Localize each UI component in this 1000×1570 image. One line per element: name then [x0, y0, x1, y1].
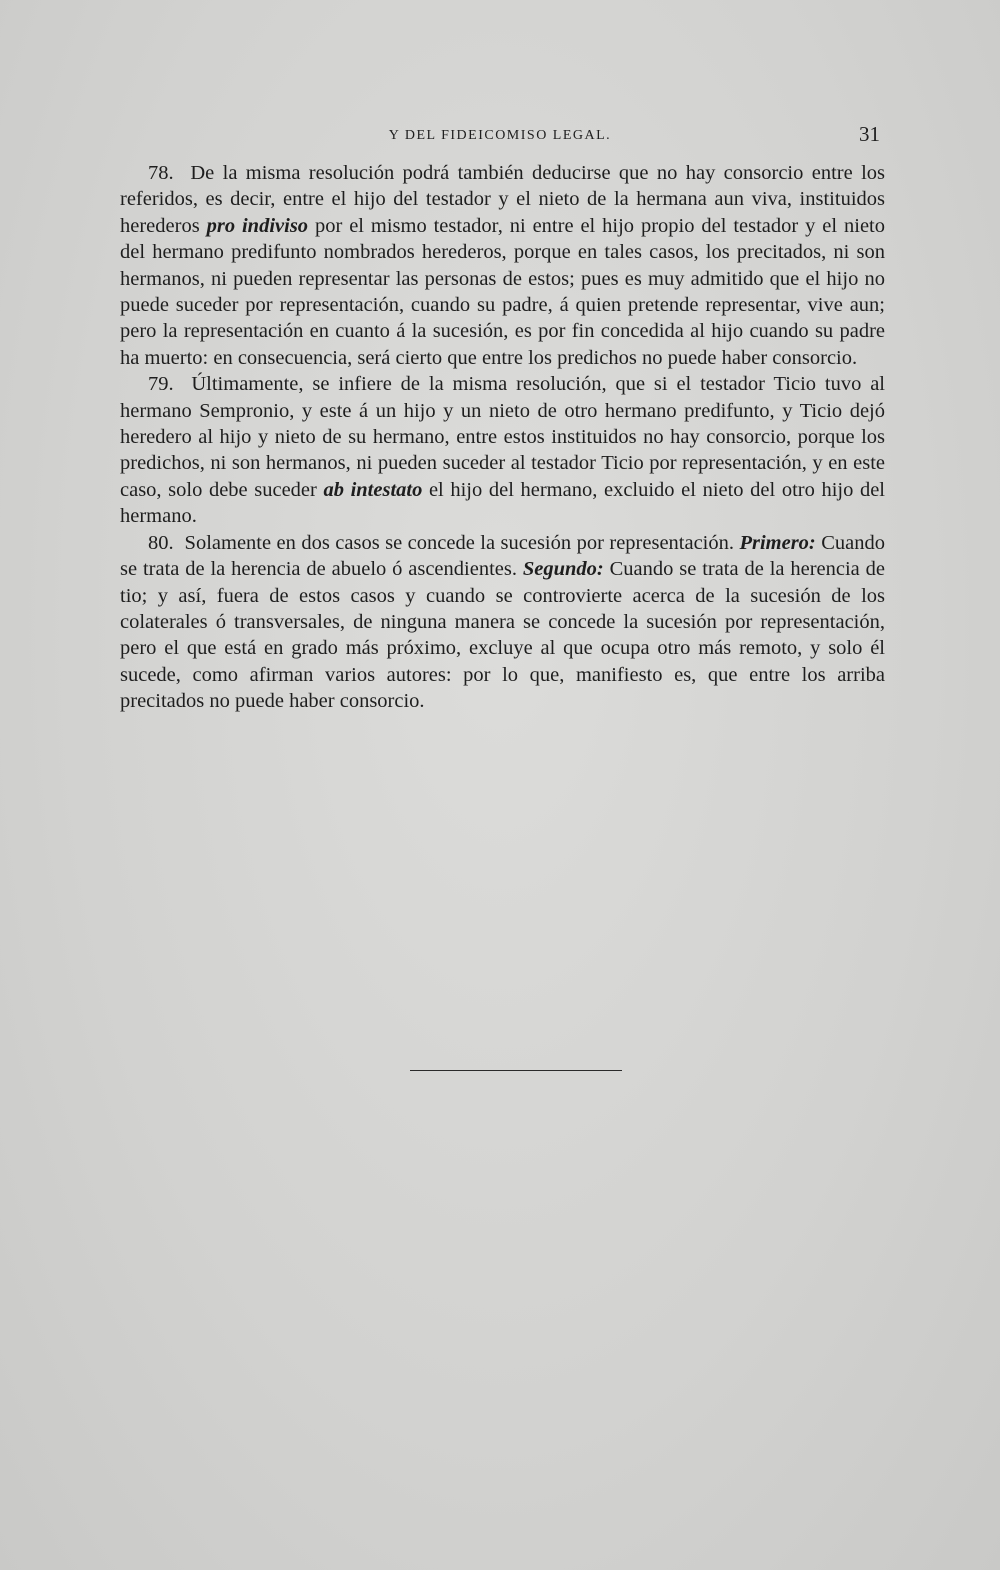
italic-text: pro indiviso [206, 214, 309, 237]
paragraph-number: 78. [148, 162, 174, 184]
text-run: De la misma resolución podrá también deducirse que no hay consorcio entre los referidos, es decir, entre el hijo del testador y el nieto de la hermana aun viva, instituidos herederos [120, 162, 885, 237]
page-header [120, 122, 880, 152]
running-title: Y DEL FIDEICOMISO LEGAL. [388, 128, 612, 143]
closing-rule [410, 1070, 622, 1071]
body-text [120, 160, 885, 715]
italic-text: Primero: [739, 531, 816, 554]
paragraph-79 [120, 371, 885, 529]
text-run: Solamente en dos casos se concede la sucesión por representación. [184, 531, 740, 554]
text-run: Cuando se trata de la herencia de tio; y así, fuera de estos casos y cuando se controvierte acerca de la sucesión de los colaterales ó transversales, de ninguna manera se concede la sucesión por representación, pero el que está en grado más próximo, excluye al que ocupa otro más remoto, y solo él sucede, como afirman varios autores: por lo que, manifiesto es, que entre los arriba precitados no puede haber consorcio. [120, 558, 885, 713]
page-number: 31 [859, 122, 880, 146]
paragraph-number: 79. [148, 373, 174, 396]
italic-text: ab intestato [323, 478, 423, 501]
text-run: el hijo del hermano, excluido el nieto del otro hijo del hermano. [120, 478, 885, 528]
text-run: Cuando se trata de la herencia de abuelo ó ascendientes. [120, 531, 885, 581]
italic-text: Segundo: [522, 558, 604, 581]
paragraph-78 [120, 160, 885, 371]
paragraph-80 [120, 530, 885, 715]
text-run: Últimamente, se infiere de la misma resolución, que si el testador Ticio tuvo al hermano Sempronio, y este á un hijo y un nieto de otro hermano predifunto, y Ticio dejó heredero al hijo y nieto de su hermano, entre estos instituidos no hay consorcio, porque los predichos, ni son hermanos, ni pueden suceder al testador Ticio por representación, y en este caso, solo debe suceder [120, 373, 885, 501]
text-run: por el mismo testador, ni entre el hijo propio del testador y el nieto del hermano predifunto nombrados herederos, porque en tales casos, los precitados, ni son hermanos, ni pueden representar las personas de estos; pues es muy admitido que el hijo no puede suceder por representación, cuando su padre, á quien pretende representar, vive aun; pero la representación en cuanto á la sucesión, es por fin concedida al hijo cuando su padre ha muerto: en consecuencia, será cierto que entre los predichos no puede haber consorcio. [120, 214, 885, 369]
paragraph-number: 80. [148, 531, 174, 554]
